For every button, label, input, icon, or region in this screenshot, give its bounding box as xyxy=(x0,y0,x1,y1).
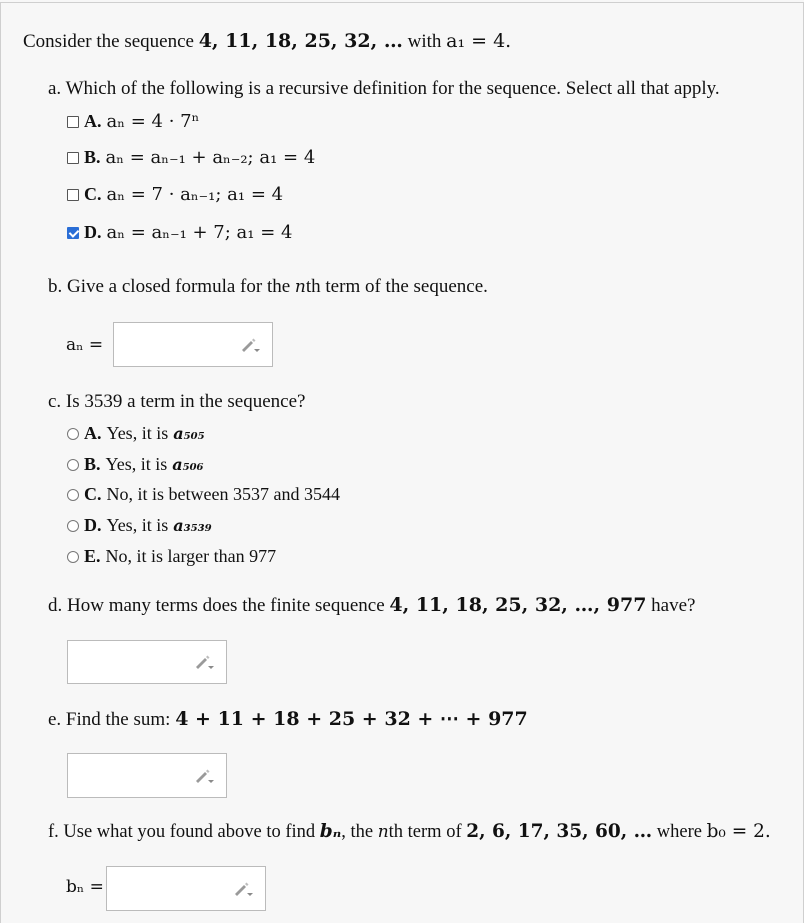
checkbox[interactable] xyxy=(67,116,79,128)
part-c-option-a[interactable]: A. Yes, it is a₅₀₅ xyxy=(67,423,205,444)
part-b-answer-input[interactable] xyxy=(113,322,273,367)
option-formula: aₙ = aₙ₋₁ + aₙ₋₂; a₁ = 4 xyxy=(105,147,316,168)
part-c-option-e[interactable]: E. No, it is larger than 977 xyxy=(67,546,276,567)
part-b-prompt: b. Give a closed formula for the nth term of the sequence. xyxy=(48,276,488,297)
part-a-prompt: a. Which of the following is a recursive definition for the sequence. Select all that apply. xyxy=(48,78,720,99)
option-formula: aₙ = 4 · 7ⁿ xyxy=(106,111,200,132)
checkbox[interactable] xyxy=(67,152,79,164)
checkbox-checked[interactable] xyxy=(67,227,79,239)
radio-button[interactable] xyxy=(67,459,79,471)
part-a-option-a[interactable]: A. aₙ = 4 · 7ⁿ xyxy=(67,111,199,132)
part-e-answer-input[interactable] xyxy=(67,753,227,798)
option-formula: aₙ = aₙ₋₁ + 7; a₁ = 4 xyxy=(106,222,293,243)
part-a-option-b[interactable]: B. aₙ = aₙ₋₁ + aₙ₋₂; a₁ = 4 xyxy=(67,147,315,168)
radio-button[interactable] xyxy=(67,428,79,440)
part-d-answer-input[interactable] xyxy=(67,640,227,684)
part-b-label: aₙ = xyxy=(66,335,104,355)
pencil-icon[interactable] xyxy=(240,337,260,353)
part-a-option-d[interactable]: D. aₙ = aₙ₋₁ + 7; a₁ = 4 xyxy=(67,222,292,243)
checkbox[interactable] xyxy=(67,189,79,201)
pencil-icon[interactable] xyxy=(233,881,253,897)
part-c-option-c[interactable]: C. No, it is between 3537 and 3544 xyxy=(67,484,340,505)
part-c-prompt: c. Is 3539 a term in the sequence? xyxy=(48,391,306,412)
intro-condition: a₁ = 4. xyxy=(446,30,512,52)
option-formula: aₙ = 7 · aₙ₋₁; a₁ = 4 xyxy=(106,184,284,205)
radio-button[interactable] xyxy=(67,489,79,501)
part-f-prompt: f. Use what you found above to find bₙ, the nth term of 2, 6, 17, 35, 60, … where b₀ = 2. xyxy=(48,821,771,842)
intro-sequence: 4, 11, 18, 25, 32, … xyxy=(198,30,403,52)
part-a-option-c[interactable]: C. aₙ = 7 · aₙ₋₁; a₁ = 4 xyxy=(67,184,283,205)
intro-text: Consider the sequence 4, 11, 18, 25, 32, … with a₁ = 4. xyxy=(23,30,512,52)
radio-button[interactable] xyxy=(67,520,79,532)
part-d-prompt: d. How many terms does the finite sequence 4, 11, 18, 25, 32, …, 977 have? xyxy=(48,594,696,616)
radio-button[interactable] xyxy=(67,551,79,563)
part-c-option-d[interactable]: D. Yes, it is a₃₅₃₉ xyxy=(67,515,212,536)
part-e-prompt: e. Find the sum: 4 + 11 + 18 + 25 + 32 + ⋯ + 977 xyxy=(48,708,528,730)
pencil-icon[interactable] xyxy=(194,768,214,784)
part-f-answer-input[interactable] xyxy=(106,866,266,911)
part-f-label: bₙ = xyxy=(66,877,104,897)
pencil-icon[interactable] xyxy=(194,654,214,670)
part-c-option-b[interactable]: B. Yes, it is a₅₀₆ xyxy=(67,454,204,475)
